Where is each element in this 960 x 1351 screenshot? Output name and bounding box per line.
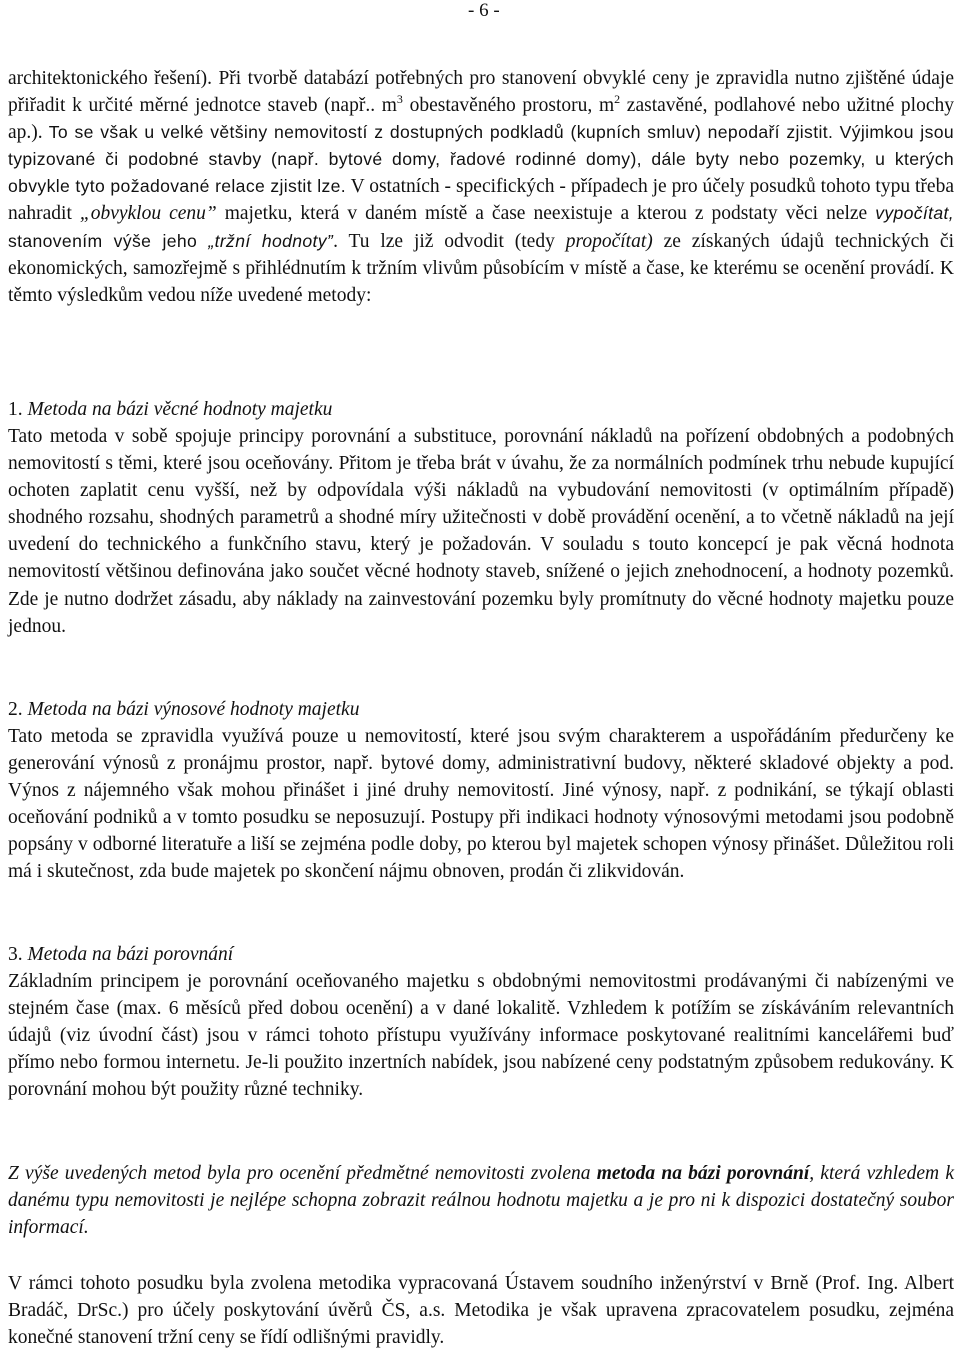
selection-paragraph (8, 1160, 954, 1241)
method1-heading-number: 1. (8, 399, 28, 420)
method1-heading-title: Metoda na bázi věcné hodnoty majetku (27, 399, 333, 420)
intro-paragraph (8, 65, 954, 309)
intro-text-6: . Tu lze již odvodit (tedy (333, 230, 566, 252)
method2-paragraph: Tato metoda se zpravidla využívá pouze u nemovitostí, které jsou svým charakterem a uspořádáním předurčeny ke generování výnosů z pronájmu prostor, např. bytové domy, administrativní budovy, některé skladové objekty a pod. Výnos z nájemného však mohou přinášet i jiné druhy nemovitostí. Jiné výnosy, např. z podnikání, se týkají oblasti oceňování podniků a v tomto posudku se neposuzují. Postupy při indikaci hodnoty výnosovými metodami jsou podobně popsány v odborné literatuře a liší se zejména podle doby, po kterou byl majetek schopen výnosy přinášet. Důležitou roli má i skutečnost, zda bude majetek po skončení nájmu obnoven, prodán či zlikvidován. (8, 726, 954, 883)
method2-heading-title: Metoda na bázi výnosové hodnoty majetku (27, 699, 360, 720)
method3-heading-title: Metoda na bázi porovnání (27, 944, 234, 965)
intro-text-4: V ostatních - specifických - případech je pro účely posudků tohoto typu třeba nahradit (8, 176, 954, 225)
term-propocitat: propočítat) (565, 230, 653, 252)
intro-text-1: architektonického řešení). Při tvorbě databází potřebných pro stanovení obvyklé ceny je zpravidla nutno zjištěné údaje přiřadit k určité měrné jednotce staveb (např.. m (8, 68, 954, 117)
method3-heading-number: 3. (8, 944, 28, 965)
superscript-2: 2 (614, 92, 621, 107)
intro-text-5: majetku, která v daném místě a čase neexistuje a kterou z podstaty věci nelze (216, 203, 876, 225)
method1-paragraph: Tato metoda v sobě spojuje principy porovnání a substituce, porovnání nákladů na pořízení obdobných a podobných nemovitostí s těmi, které jsou oceňovány. Přitom je třeba brát v úvahu, že za normálních podmínek trhu nebude kupující ochoten zaplatit cenu vyšší, než by odpovídala výši nákladů na vybudování nemovitosti (v optimálním případě) shodného rozsahu, shodných parametrů a shodné míry užitečnosti v době provádění ocenění, a to včetně nákladů na její uvedení do technického a funkčního stavu, který je požadován. V souladu s touto koncepcí je pak věcná hodnota nemovitostí většinou definována jako součet věcné hodnoty staveb, snížené o jejich znehodnocení, a hodnoty pozemků. Zde je nutno dodržet zásadu, aby náklady na zainvestování pozemku byly promítnuty do věcné hodnoty majetku pouze jednou. (8, 426, 954, 637)
term-vypocitat: vypočítat, (875, 203, 955, 224)
intro-text-7: ze získaných údajů technických či ekonomických, samozřejmě s přihlédnutím k tržním vlivům působícím v místě a čase, ke kterému se ocenění provádí. K těmto výsledkům vedou níže uvedené metody: (8, 230, 955, 306)
method3-heading (8, 941, 233, 968)
closing-paragraph: V rámci tohoto posudku byla zvolena metodika vypracovaná Ústavem soudního inženýrství v Brně (Prof. Ing. Albert Bradáč, DrSc.) pro účely poskytování úvěrů ČS, a.s. Metodika je však upravena zpracovatelem posudku, zejména konečné stanovení tržní ceny se řídí odlišnými pravidly. (8, 1273, 954, 1349)
intro-sans-text-2: stanovením výše jeho (8, 230, 209, 251)
intro-sans-text-1: To se však u velké většiny nemovitostí z dostupných podkladů (kupních smluv) nepodaří zjistit. Výjimkou jsou typizované či podobné stavby (např. bytové domy, řadové rodinné domy), dále byty nebo pozemky, u kterých obvykle tyto požadované relace zjistit lze. (8, 122, 954, 197)
selected-method: metoda na bázi porovnání (596, 1163, 810, 1184)
intro-text-2: obestavěného prostoru, m (402, 95, 615, 117)
quote-obvykla-cena: „obvyklou cenu” (79, 203, 217, 225)
method2-heading (8, 696, 359, 723)
quote-trzni-hodnota: „tržní hodnoty” (208, 230, 334, 251)
method2-heading-number: 2. (8, 699, 28, 720)
page-number: - 6 - (468, 0, 500, 21)
method3-paragraph: Základním principem je porovnání oceňovaného majetku s obdobnými nemovitostmi prodávanými či nabízenými ve stejném čase (max. 6 měsíců před dobou ocenění) a v dané lokalitě. Vzhledem k potížím se získáváním relevantních údajů (viz úvodní část) jsou v rámci tohoto přístupu využívány informace poskytované realitními kancelářemi buď přímo nebo formou internetu. Je-li použito inzertních nabídek, jsou nabízené ceny podstatným způsobem redukovány. K porovnání mohou být použity různé techniky. (8, 971, 954, 1101)
method1-heading (8, 396, 332, 423)
selection-text-1: Z výše uvedených metod byla pro ocenění předmětné nemovitosti zvolena (8, 1163, 597, 1184)
selection-text-2: , která vzhledem k danému typu nemovitosti je nejlépe schopna zobrazit reálnou hodnotu majetku a je pro ni k dispozici dostatečný soubor informací. (8, 1163, 954, 1239)
intro-text-3: zastavěné, podlahové nebo užitné plochy ap.). (8, 95, 955, 144)
superscript-3: 3 (396, 92, 403, 107)
